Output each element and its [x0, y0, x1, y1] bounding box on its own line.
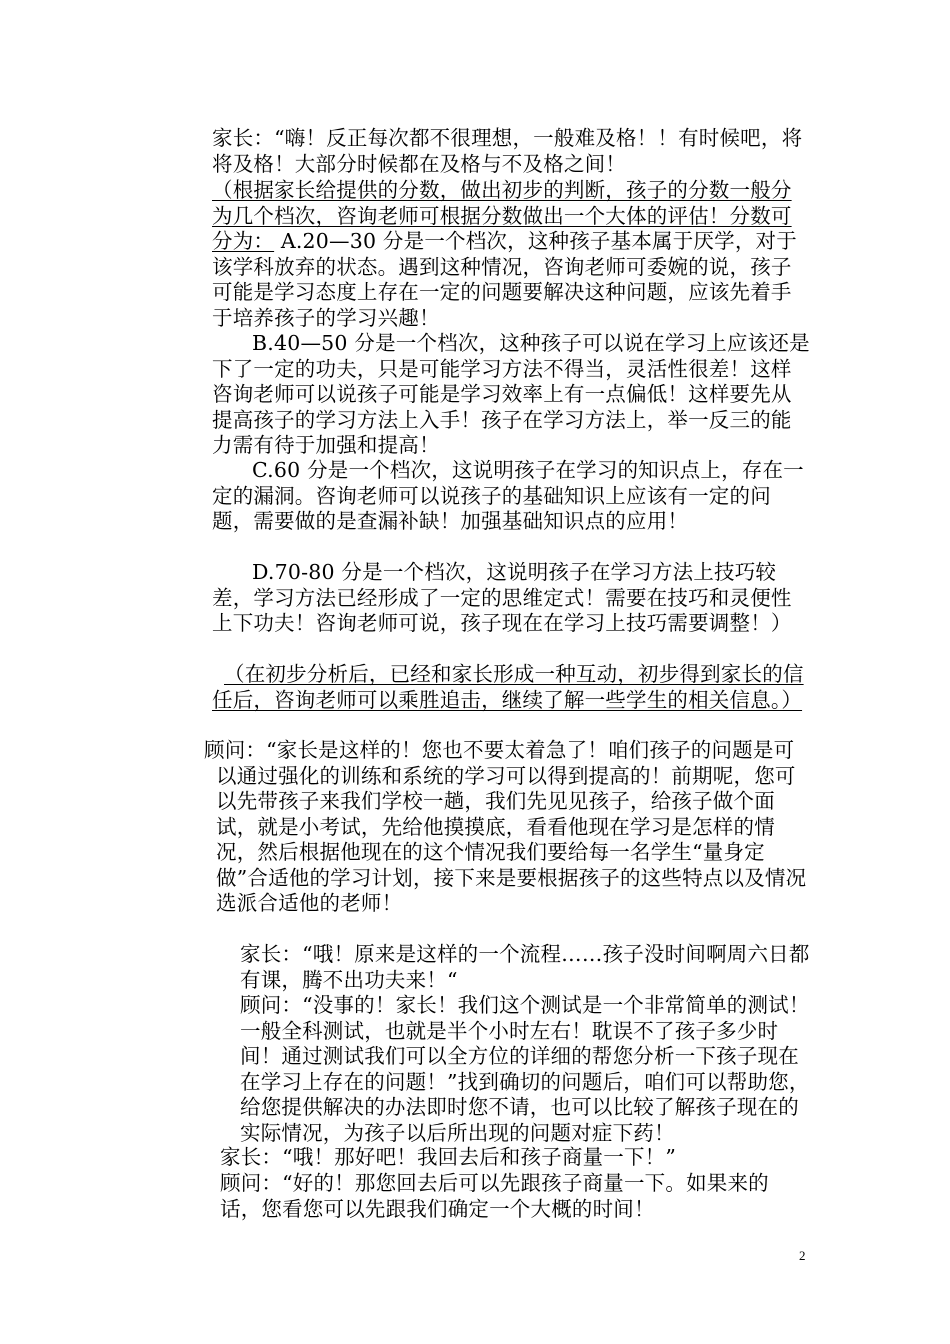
paragraph-score-range-c: C.60 分是一个档次，这说明孩子在学习的知识点上，存在一定的漏洞。咨询老师可以说孩子的基础知识上应该有一定的问题，需要做的是查漏补缺！加强基础知识点的应用！ — [212, 458, 804, 533]
paragraph-parent-reply-scores: 家长：“嗨！反正每次都不很理想，一般难及格！！有时候吧，将将及格！大部分时候都在及格与不及格之间！ — [212, 126, 803, 176]
paragraph-follow-up-note: （在初步分析后，已经和家长形成一种互动，初步得到家长的信任后，咨询老师可以乘胜追击，继续了解一些学生的相关信息。） — [212, 662, 804, 712]
paragraph-consultant-reply-plan: 顾问：“家长是这样的！您也不要太着急了！咱们孩子的问题是可以通过强化的训练和系统的学习可以得到提高的！前期呢，您可以先带孩子来我们学校一趟，我们先见见孩子，给孩子做个面试，就是小考试，先给他摸摸底，看看他现在学习是怎样的情况，然后根据他现在的这个情况我们要给每一名学生“量身定做”合适他的学习计划，接下来是要根据孩子的这些特点以及情况选派合适他的老师！ — [204, 738, 807, 915]
paragraph-score-analysis-intro — [212, 178, 812, 331]
paragraph-parent-agree: 家长：“哦！那好吧！我回去后和孩子商量一下！” — [220, 1145, 677, 1169]
page-number: 2 — [799, 1248, 806, 1263]
score-range-a: A.20—30 分是一个档次，这种孩子基本属于厌学，对于该学科放弃的状态。遇到这种情况，咨询老师可委婉的说，孩子可能是学习态度上存在一定的问题要解决这种问题，应该先着手于培养孩子的学习兴趣！ — [212, 229, 797, 330]
paragraph-score-range-b: B.40—50 分是一个档次，这种孩子可以说在学习上应该还是下了一定的功夫，只是可能学习方法不得当，灵活性很差！这样咨询老师可以说孩子可能是学习效率上有一点偏低！这样要先从提高孩子的学习方法上入手！孩子在学习方法上，举一反三的能力需有待于加强和提高！ — [212, 331, 810, 457]
paragraph-score-range-d: D.70-80 分是一个档次，这说明孩子在学习方法上技巧较差，学习方法已经形成了一定的思维定式！需要在技巧和灵便性上下功夫！咨询老师可说，孩子现在在学习上技巧需要调整！） — [212, 560, 792, 635]
underlined-analysis-note: （根据家长给提供的分数，做出初步的判断，孩子的分数一般分为几个档次，咨询老师可根据分数做出一个大体的评估！分数可分为： — [212, 178, 792, 253]
paragraph-consultant-test-explain: 顾问：“没事的！家长！我们这个测试是一个非常简单的测试！一般全科测试，也就是半个小时左右！耽误不了孩子多少时间！通过测试我们可以全方位的详细的帮您分析一下孩子现在在学习上存在的问题！”找到确切的问题后，咱们可以帮助您，给您提供解决的办法即时您不请，也可以比较了解孩子现在的实际情况，为孩子以后所出现的问题对症下药！ — [240, 993, 810, 1145]
paragraph-consultant-schedule: 顾问：“好的！那您回去后可以先跟孩子商量一下。如果来的话，您看您可以先跟我们确定一个大概的时间！ — [220, 1171, 769, 1221]
paragraph-parent-no-time: 家长：“哦！原来是这样的一个流程……孩子没时间啊周六日都有课，腾不出功夫来！“ — [240, 942, 810, 992]
